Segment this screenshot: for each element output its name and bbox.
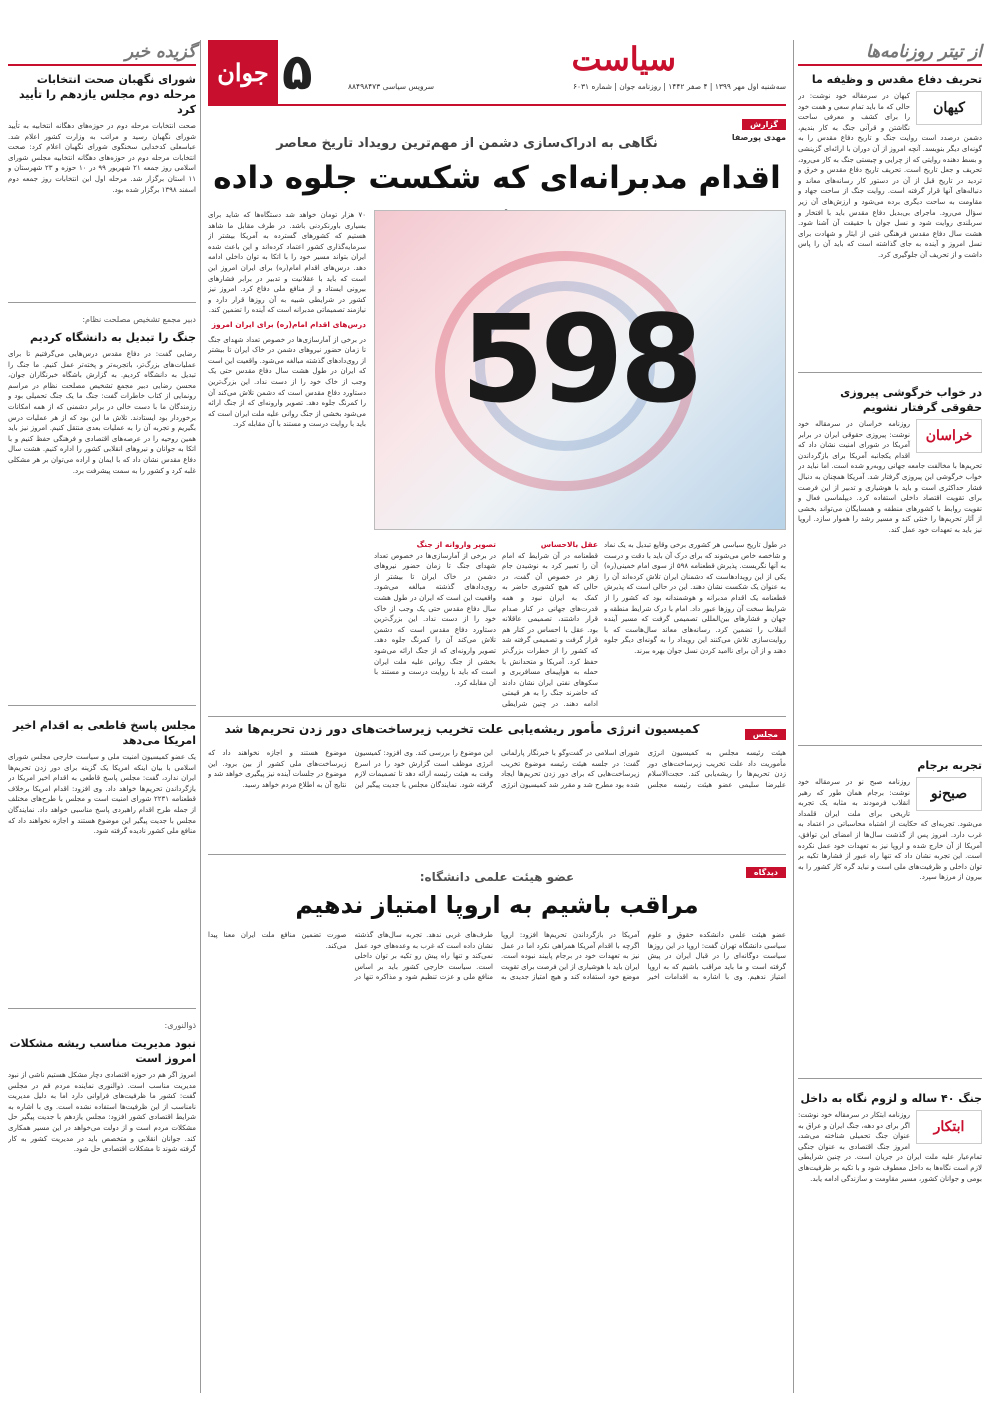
opinion-subtitle: عضو هیئت علمی دانشگاه: bbox=[419, 870, 575, 884]
ebtekar-logo: ابتکار bbox=[916, 1110, 982, 1144]
brief-text: رضایی گفت: در دفاع مقدس درس‌هایی می‌گرفتیم تا برای عملیات‌های بزرگ‌تر، باتجربه‌تر و پخته‌تر عمل کنیم. ما جنگ را تبدیل به دانشگاه کردیم. به گزارش باشگاه خبرنگاران جوان، محسن رضایی دبیر مجمع تشخیص مصلحت نظام در مراسم رونمایی از کتاب خاطرات گفت: جنگ ما یک جنگ تحمیلی بود و رزمندگان ما با دست خالی در برابر دشمنی که از همه امکانات برخوردار بود ایستادند. تلاش ما این بود که از هر عملیات درس بگیریم و تجربه آن را به عملیات بعدی منتقل کنیم. امروز نیز باید همین روحیه را در عرصه‌های اقتصادی و فرهنگی حفظ کنیم و با اتکا به جوانان و نیروهای انقلابی کشور را اداره کنیم. هشت سال دفاع مقدس نشان داد که با ایمان و اراده می‌توان بر هر مشکلی غلبه کرد و کشور را به سمت پیشرفت برد. bbox=[8, 350, 196, 475]
brief-text: صحت انتخابات مرحله دوم در حوزه‌های دهگانه انتخابیه به تأیید شورای نگهبان رسید و مراتب به وزارت کشور اعلام شد. عباسعلی کدخدایی سخنگوی شورای نگهبان اعلام کرد: صحت انتخابات مرحله دوم در حوزه‌های دهگانه انتخابیه مجلس شورای اسلامی روز جمعه ۲۱ شهریور ۹۹ در ۱۰ حوزه و ۲۳ شهرستان و ۱۱ استان برگزار شد. مرحله اول این انتخابات روز جمعه دوم اسفند ۱۳۹۸ برگزار شده بود. bbox=[8, 122, 196, 194]
report-tag: گزارش bbox=[742, 119, 786, 130]
brief-subtitle: ذوالنوری: bbox=[164, 1021, 196, 1030]
opinion-text: عضو هیئت علمی دانشکده حقوق و علوم سیاسی دانشگاه تهران گفت: اروپا در این روزها سیاست دوگانه‌ای را در قبال ایران در پیش گرفته است و ما باید مراقب باشیم که به اروپا امتیاز ندهیم. وی با اشاره به اقدامات اخیر آمریکا در بازگرداندن تحریم‌ها افزود: اروپا اگرچه با اقدام آمریکا همراهی نکرد اما در عمل نیز به تعهدات خود در برجام پایبند نبوده است. ایران باید با هوشیاری از این فرصت برای تقویت موضع خود استفاده کند و هیچ امتیاز جدیدی به طرف‌های غربی ندهد. تجربه سال‌های گذشته نشان داده است که غرب به وعده‌های خود عمل نمی‌کند و تنها راه پیش رو تکیه بر توان داخلی است. سیاست خارجی کشور باید بر اساس منافع ملی و عزت تنظیم شود و مذاکره تنها در صورت تضمین منافع ملت ایران معنا پیدا می‌کند. bbox=[208, 931, 786, 982]
issue-date: سه‌شنبه اول مهر ۱۳۹۹ | ۴ صفر ۱۴۴۲ | روزنامه جوان | شماره ۶۰۳۱ bbox=[572, 82, 786, 91]
sobhe-no-logo: صبح‌نو bbox=[916, 777, 982, 811]
brief-text: یک عضو کمیسیون امنیت ملی و سیاست خارجی مجلس شورای اسلامی با بیان اینکه امریکا یک گزینه برای دور زدن تحریم‌ها ایران ندارد، گفت: مجلس پاسخ قاطعی به اقدام اخیر امریکا در بازگرداندن تحریم‌ها خواهد داد. وی افزود: اقدام امریکا برخلاف قطعنامه ۲۲۳۱ شورای امنیت است و مجلس با طرح‌های مختلف از جمله طرح اقدام راهبردی پاسخ مناسبی خواهد داد. نمایندگان مجلس با جدیت پیگیر این موضوع هستند و اجازه نخواهند داد که منافع ملی کشور نادیده گرفته شود. bbox=[8, 753, 196, 836]
majlis-text: هیئت رئیسه مجلس به کمیسیون انرژی مأموریت داد علت تخریب زیرساخت‌های دور زدن تحریم‌ها را ریشه‌یابی کند. حجت‌الاسلام علیرضا سلیمی عضو هیئت رئیسه مجلس شورای اسلامی در گفت‌وگو با خبرنگار پارلمانی گفت: در جلسه هیئت رئیسه موضوع تخریب زیرساخت‌هایی که برای دور زدن تحریم‌ها ایجاد شده بود مطرح شد و مقرر شد کمیسیون انرژی این موضوع را بررسی کند. وی افزود: کمیسیون انرژی موظف است گزارش خود را در اسرع وقت به هیئت رئیسه ارائه دهد تا تصمیمات لازم گرفته شود. نمایندگان مجلس با جدیت پیگیر این موضوع هستند و اجازه نخواهند داد که زیرساخت‌های ملی کشور از بین برود. این موضوع در جلسات آینده نیز پیگیری خواهد شد و نتایج آن به اطلاع مردم خواهد رسید. bbox=[208, 749, 786, 789]
press-item bbox=[798, 66, 982, 366]
article-column: در طول تاریخ سیاسی هر کشوری برخی وقایع تبدیل به یک نماد و شاخصه خاص می‌شوند که برای درک آن باید با دقت و درست به آنها نگریست. پذیرش قطعنامه ۵۹۸ از سوی امام خمینی(ره) یکی از این رویدادهاست که دشمنان ایران تلاش کرده‌اند آن را به عنوان یک شکست نشان دهند. این در حالی است که پذیرش قطعنامه یک اقدام مدبرانه و هوشمندانه بود که کشور را از شرایط سخت آن روزها عبور داد. امام با درک شرایط منطقه و جهان و فشارهای بین‌المللی تصمیمی گرفت که مسیر آینده انقلاب را تضمین کرد. رسانه‌های معاند سال‌هاست که با روایت‌سازی تلاش می‌کنند این رویداد را به گونه‌ای دیگر جلوه دهند و از آن برای ناامید کردن نسل جوان بهره ببرند. bbox=[604, 541, 786, 655]
majlis-title: کمیسیون انرژی مأمور ریشه‌یابی علت تخریب زیرساخت‌های دور زدن تحریم‌ها شد bbox=[224, 722, 700, 736]
article-column: تصویر واروانه از جنگ در برخی از آمارسازی‌ها در خصوص تعداد شهدای جنگ تا زمان حضور نیروهای دشمن در خاک ایران تا بیشتر از روی‌دادهای گذشته مبالغه می‌شود. واقعیت این است که ایران در طول هشت سال دفاع مقدس حتی یک وجب از خاک خود را از دست نداد. این بزرگ‌ترین دستاورد دفاع مقدس است که دشمن تلاش می‌کند آن را کمرنگ جلوه دهد. تصویر وارونه‌ای که از جنگ ارائه می‌شود بخشی از جنگ روانی علیه ملت ایران است که باید با روایت درست و مستند با آن مقابله کرد. bbox=[374, 540, 496, 687]
crosshead: عقل بالاحساس bbox=[540, 540, 598, 549]
press-item-text: روزنامه ابتکار در سرمقاله خود نوشت: اگر برای دو دهه، جنگ ایران و عراق به عنوان جنگ تحمیلی شناخته می‌شد، امروز جنگ اقتصادی به عنوان جنگی تمام‌عیار علیه ملت ایران در جریان است. در چنین شرایطی لازم است نگاه‌ها به داخل معطوف شود و با تکیه بر ظرفیت‌های بومی و جوانان کشور، مسیر مقاومت و سازندگی ادامه یابد. bbox=[798, 1111, 982, 1183]
opinion-tag: دیدگاه bbox=[746, 867, 786, 878]
press-item bbox=[798, 752, 982, 1072]
brief-title: جنگ را تبدیل به دانشگاه کردیم bbox=[29, 331, 196, 344]
brief-item bbox=[8, 1015, 196, 1395]
section-title: سیاست bbox=[571, 40, 676, 78]
press-item-text: روزنامه خراسان در سرمقاله خود نوشت: پیروزی حقوقی ایران در برابر آمریکا در شورای امنیت نشان داد که اقدام یکجانبه آمریکا برای بازگرداندن تحریم‌ها با مخالفت جامعه جهانی روبه‌رو شده است. اما نباید در خواب خرگوشی این پیروزی گرفتار شد. آمریکا همچنان به دنبال فشار حداکثری است و باید با هوشیاری و تدبیر از این فرصت برای تقویت اقتصاد داخلی استفاده کرد. دیپلماسی فعال و تقویت روابط با کشورهای منطقه و همسایگان می‌تواند بخشی از آثار تحریم‌ها را خنثی کند و مسیر رشد را هموار سازد. اروپا نیز باید به تعهدات خود عمل کند. bbox=[798, 420, 982, 534]
column-divider bbox=[200, 40, 201, 1393]
crosshead: درس‌های اقدام امام(ره) برای ایران امروز bbox=[211, 319, 366, 329]
resolution-598-photo bbox=[374, 210, 786, 530]
brief-title: شورای نگهبان صحت انتخابات مرحله دوم مجلس یازدهم را تأیید کرد bbox=[18, 73, 196, 116]
press-item-title: تجربه برجام bbox=[917, 759, 982, 772]
press-item-title: جنگ ۴۰ ساله و لزوم نگاه به داخل bbox=[800, 1092, 982, 1105]
opinion-headline: مراقب باشیم به اروپا امتیاز ندهیم bbox=[295, 891, 699, 919]
article-author: مهدی پورصفا bbox=[731, 133, 786, 142]
brief-item bbox=[8, 66, 196, 296]
column-divider bbox=[793, 40, 794, 1393]
section-header: گزیده خبر bbox=[8, 40, 196, 66]
press-item-text: روزنامه صبح نو در سرمقاله خود نوشت: برجام همان طور که رهبر انقلاب فرمودند به مثابه یک تجربه تاریخی برای ملت ایران قلمداد می‌شود. تجربه‌ای که حکایت از اشتباه محاسباتی در اعتماد به غرب دارد. امروز پس از گذشت سال‌ها از امضای این توافق، آمریکا از آن خارج شده و اروپا نیز به تعهدات خود عمل نکرده است. این تجربه نشان داد که تنها راه عبور از فشارها تکیه بر توان داخلی و ظرفیت‌های ملی است و نباید گره کار کشور را به بیرون از مرزها سپرد. bbox=[798, 778, 982, 882]
kayhan-logo: کیهان bbox=[916, 91, 982, 125]
brief-text: امروز اگر هم در حوزه اقتصادی دچار مشکل هستیم ناشی از نبود مدیریت مناسب است. ذوالنوری نماینده مردم قم در مجلس گفت: کشور ما ظرفیت‌های فراوانی دارد اما به دلیل مدیریت نامناسب از این ظرفیت‌ها استفاده نشده است. وی با اشاره به شرایط اقتصادی کشور افزود: مجلس یازدهم با جدیت پیگیر حل مشکلات مردم است و از دولت می‌خواهد در این مسیر همکاری کند. جوانان انقلابی و متخصص باید در مدیریت کشور به کار گرفته شوند تا مشکلات اقتصادی حل شود. bbox=[8, 1071, 196, 1154]
brief-subtitle: دبیر مجمع تشخیص مصلحت نظام: bbox=[82, 315, 196, 324]
article-kicker: نگاهی به ادراک‌سازی دشمن از مهم‌ترین رویداد تاریخ معاصر bbox=[276, 136, 658, 151]
press-item bbox=[798, 379, 982, 739]
crosshead: تصویر واروانه از جنگ bbox=[416, 540, 496, 549]
press-item bbox=[798, 1085, 982, 1385]
service-phone: سرویس سیاسی ۸۸۴۹۸۴۷۳ bbox=[348, 82, 435, 91]
brief-item bbox=[8, 712, 196, 1002]
resolution-number: 598 bbox=[460, 291, 700, 430]
press-item-title: در خواب خرگوشی پیروزی حقوقی گرفتار نشویم bbox=[840, 386, 982, 414]
press-review-column bbox=[798, 40, 982, 1395]
press-item-text: کیهان در سرمقاله خود نوشت: در حالی که ما باید تمام سعی و همت خود را برای کشف و معرفی ساحت نگاشتن و قرآنی جنگ به کار بندیم، دشمن درصدد است روایت جنگ و تاریخ دفاع مقدس را به گونه‌ای دیگر بنویسد. آنچه امروز از آن دوران با ارائه‌ای گزینشی و بسط دهنده روایتی که از چرایی و چیستی جنگ به کار می‌رود، تحریف و جعل تاریخ است. تحریف تاریخ دفاع مقدس و خرق و تردید در تاریخ قبل از آن در دستور کار رسانه‌های معاند و دنباله‌های آنها قرار گرفته است. روایت جنگ از ساحت جهاد و مقاومت به ساحت دیگری برده می‌شود و ارزش‌های آن زیر سؤال می‌رود. ماجرای بی‌بدیل دفاع مقدس باید با افتخار و سربلندی روایت شود و نسل جوان با حقیقت آن آشنا شود. هشت سال دفاع مقدس فرهنگی غنی از ایثار و شهادت برای نسل امروز و آینده به جای گذاشته است که باید آن را پاس داشت و از تحریف آن جلوگیری کرد. bbox=[798, 92, 982, 259]
article-headline: اقدام مدبرانه‌ای که شکست جلوه داده bbox=[213, 160, 781, 196]
page-number: ۵ bbox=[282, 43, 313, 101]
article-column: ۷۰ هزار تومان خواهد شد دستگاه‌ها که شاید برای بسیاری باورنکردنی باشد. در طرف مقابل ما شاهد هستیم که کشورهای گسترده به آمریکا بیشتر از سرمایه‌گذاری کشور اعتماد کرده‌اند و این باعث شده ایران بتواند مسیر خود را با اتکا به توان داخلی ادامه دهد. درس‌های اقدام امام(ره) برای ایران امروز این است که باید با عقلانیت و تدبیر در برابر فشارهای بیرونی ایستاد و از منافع ملی دفاع کرد. امروز نیز کشور در شرایطی شبیه به آن روزها قرار دارد و نیازمند تصمیماتی مدبرانه است که آینده را تضمین کند. درس‌های اقدام امام(ره) برای ایران امروز در برخی از آمارسازی‌ها در خصوص تعداد شهدای جنگ تا زمان حضور نیروهای دشمن در خاک ایران تا بیشتر از روی‌دادهای گذشته مبالغه می‌شود. واقعیت این است که ایران در طول هشت سال دفاع مقدس حتی یک وجب از خاک خود را از دست نداد. این بزرگ‌ترین دستاورد دفاع مقدس است که دشمن تلاش می‌کند آن را کمرنگ جلوه دهد. تصویر وارونه‌ای که از جنگ ارائه می‌شود بخشی از جنگ روانی علیه ملت ایران است که باید با روایت درست و مستند با آن مقابله کرد. bbox=[208, 211, 366, 429]
main-content bbox=[208, 40, 786, 1395]
article-column: عقل بالاحساس قطعنامه در آن شرایط که امام آن را تعبیر کرد به نوشیدن جام زهر در خصوص آن گفت، در حالی که هیچ کشوری حاضر به کمک به ایران نبود و همه قدرت‌های جهانی در کنار صدام قرار داشتند، تصمیمی عاقلانه بود. عقل با احساس در کنار هم قرار گرفت و تصمیمی گرفته شد که کشور را از خطرات بزرگ‌تر حفظ کرد. آمریکا و متحدانش با حمله به هواپیمای مسافربری و سکوهای نفتی ایران نشان دادند که حاضرند جنگ را به هر قیمتی ادامه دهند. در چنین شرایطی bbox=[502, 540, 598, 708]
brief-item bbox=[8, 309, 196, 699]
brief-title: نبود مدیریت مناسب ریشه مشکلات امروز است bbox=[9, 1037, 196, 1065]
majlis-tag: مجلس bbox=[745, 729, 786, 740]
javan-logo: جوان bbox=[208, 40, 278, 104]
news-briefs-column bbox=[8, 40, 196, 1395]
section-header: از تیتر روزنامه‌ها bbox=[798, 40, 982, 66]
press-item-title: تحریف دفاع مقدس و وظیفه ما bbox=[811, 73, 982, 86]
khorasan-logo: خراسان bbox=[916, 419, 982, 453]
brief-title: مجلس پاسخ قاطعی به اقدام اخیر امریکا می‌دهد bbox=[13, 719, 196, 747]
